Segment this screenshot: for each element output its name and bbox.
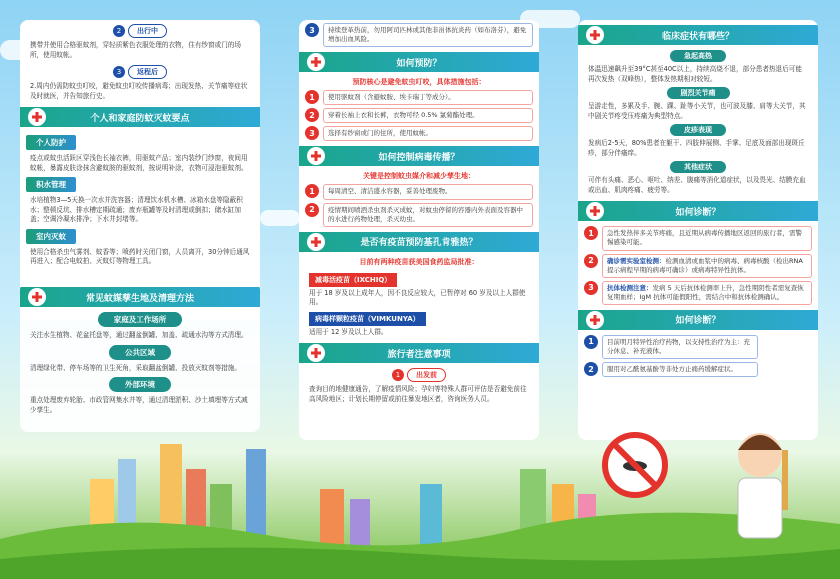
list-item [602, 281, 812, 305]
text: 发病 5 天后抗体检测率上升，急性期阴性者需复查恢复期血样；IgM 抗体可能假阳性，需结合中和抗体检测确认。 [607, 283, 804, 301]
medical-cross-icon [307, 344, 325, 362]
vaccine-text: 用于 18 岁及以上成年人，因不良反应较大，已暂停对 60 岁及以上人群使用。 [309, 288, 526, 307]
text: 检测血清或血浆中的病毒、病毒核酸（检出RNA提示病程早期的病毒可确诊）或病毒特异性抗体。 [607, 256, 803, 274]
list-item: 持续登革热前，勿用阿司匹林或其他非甾体抗炎药（如布洛芬），避免增加出血风险。 [323, 23, 533, 47]
during-travel-text: 携带并使用合格驱蚊剂，穿轻质紫色衣服处理的衣物，住有纱窗或门的场所，使用蚊帐。 [30, 41, 241, 59]
panel-middle: 3 持续登革热前，勿用阿司匹林或其他非甾体抗炎药（如布洛芬），避免增加出血风险。 如何预防？ 预防核心是避免蚊虫叮咬，具体措施包括： 1 使用驱蚊剂（含避蚊胺、埃卡瑞丁等成分）。 2 穿着长袖上衣和长裤，衣物可经 0.5% 氯菊酯处理。 3 选择有纱窗或门的住所，使用蚊帐。 如何控制病毒传播？ 关键是控制蚊虫媒介和减少孳生地： 1 每周清空、清洁盛水容器，妥善处理废物。 2 疫情期间喷洒杀虫剂杀灭成蚊，对蚊虫停留的容器内外表面及容器中的水进行药物处理，杀灭幼虫。 是否有疫苗预防基孔肯雅热？ 目前有两种疫苗获美国食药监局批准： 减毒活疫苗（IXCHIQ） 用于 18 岁及以上成年人，因不良反应较大，已暂停对 60 岁及以上人群使用。 病毒样颗粒疫苗（VIMKUNYA） 适用于 12 岁及以上人群。 旅行者注意事项 1 出发前 查询目的地健康通告，了解疫情风险；孕妇等特殊人群可评估是否避免前往高风险地区；计划长期停留或前往暴发地区者，咨询医务人员。 [299, 20, 539, 440]
water-management-text: 水培植物3—5天换一次水并洗容器；清理饮水机水槽、冰箱水盘等隐蔽积水；整顿反坑、排水槽定期疏通；废弃瓶罐等及时清理或倒扣；储水缸加盖；空调冷凝水排净；下水井封堵等。 [30, 196, 243, 224]
vaccine-text: 适用于 12 岁及以上人群。 [309, 327, 388, 336]
subheading: 室内灭蚊 [26, 229, 76, 244]
red-heading: 预防核心是避免蚊虫叮咬，具体措施包括： [352, 78, 486, 87]
symptom-label: 其他症状 [670, 161, 726, 173]
symptom-text: 呈游走性，多累及手、腕、踝、趾等小关节，也可波及膝、肩等大关节，其中剧关节疼受压疼痛为典型特点。 [588, 102, 806, 120]
panel-left-lower [20, 282, 260, 432]
list-item: 使用驱蚊剂（含避蚊胺、埃卡瑞丁等成分）。 [323, 90, 533, 105]
doctor-illustration [720, 420, 810, 560]
section-bar [578, 201, 818, 221]
city-grass-scenery [0, 429, 840, 579]
medical-cross-icon [307, 233, 325, 251]
during-travel-label: 出行中 [128, 24, 167, 38]
medical-cross-icon [586, 311, 604, 329]
pill-label: 家庭及工作场所 [98, 312, 183, 327]
personal-protection-text: 疫点或蚊虫活跃区穿浅色长袖衣裤，用驱蚊产品；室内装纱门纱窗，夜间用蚊帐，暴露皮肤涂抹含避蚊胺的驱蚊剂，按说明补涂，衣物可浸泡驱蚊剂。 [30, 154, 248, 172]
bar-title: 个人和家庭防蚊灭蚊要点 [90, 113, 190, 124]
cloud [260, 210, 300, 226]
section-bar [20, 107, 260, 127]
red-heading: 关键是控制蚊虫媒介和减少孳生地： [363, 172, 475, 181]
symptom-text: 可伴有头痛、恶心、呕吐、纳差、腹痛等消化道症状，以及畏光、结膜充血或出血、肌肉疼痛、疲劳等。 [588, 176, 806, 194]
symptom-label: 皮疹表现 [670, 124, 726, 136]
before-departure-text: 查询目的地健康通告，了解疫情风险；孕妇等特殊人群可评估是否避免前往高风险地区；计划长期停留或前往暴发地区者，咨询医务人员。 [309, 385, 527, 403]
vaccine-label: 减毒活疫苗（IXCHIQ） [309, 273, 397, 287]
bar-title: 常见蚊媒孳生地及清理方法 [85, 293, 194, 304]
outdoor-text: 重点处理废弃轮胎、市政管网集水井等，通过清理淤积、沙土填埋等方式减少孳生。 [30, 396, 248, 414]
panel-left [20, 20, 260, 320]
pill-label: 外部环境 [109, 377, 171, 392]
bar-title: 临床症状有哪些？ [661, 31, 734, 42]
bar-title: 如何控制病毒传播？ [378, 152, 460, 163]
list-item: 服用对乙酰氨基酚等非处方止痛药缓解症状。 [602, 362, 758, 377]
tag: 抗体检测注意： [607, 283, 653, 292]
section-bar [299, 146, 539, 166]
section-return: 3 返程后 [20, 65, 260, 79]
symptom-text: 发病后2-5天，80%患者在躯干、四肢伸展侧、手掌、足底及面部出现斑丘疹，部分伴瘙痒。 [588, 139, 805, 157]
section-bar [299, 232, 539, 252]
home-text: 关注水生植物、花盆托盘等，通过翻盆倒罐、加盖、疏通水沟等方式清理。 [30, 331, 248, 339]
bar-title: 如何诊断？ [675, 207, 721, 218]
medical-cross-icon [28, 108, 46, 126]
list-item: 急性发热伴多关节疼痛，且近期从病毒传播地区返回的旅行者，需警惕感染可能。 [602, 226, 812, 250]
medical-cross-icon [586, 26, 604, 44]
tag: 确诊需实验室检测： [607, 256, 666, 265]
return-text: 2.周内仍需防蚊虫叮咬，避免蚊虫叮咬传播病毒；出现发热、关节痛等症状及时就医，并告知旅行史。 [30, 82, 248, 100]
pill-label: 公共区域 [109, 345, 171, 360]
list-item: 疫情期间喷洒杀虫剂杀灭成蚊，对蚊虫停留的容器内外表面及容器中的水进行药物处理，杀灭幼虫。 [323, 203, 533, 227]
bar-title: 是否有疫苗预防基孔肯雅热？ [360, 238, 478, 249]
section-bar [20, 287, 260, 307]
medical-cross-icon [586, 202, 604, 220]
symptom-label: 急起高热 [670, 50, 726, 62]
list-item: 穿着长袖上衣和长裤，衣物可经 0.5% 氯菊酯处理。 [323, 108, 533, 123]
return-label: 返程后 [128, 65, 167, 79]
bar-title: 旅行者注意事项 [387, 349, 451, 360]
section-bar [578, 25, 818, 45]
bar-title: 如何预防？ [396, 58, 442, 69]
medical-cross-icon [28, 288, 46, 306]
section-bar [299, 343, 539, 363]
no-mosquito-icon [600, 430, 670, 500]
subheading: 个人防护 [26, 135, 76, 150]
panel-right: 临床症状有哪些？ 急起高热 体温迅速飙升至39°C甚至40C以上，持续高烧不退，部分患者热退后可能再次发热（双峰热），整体发热期相对较短。 剧烈关节痛 呈游走性，多累及手、腕、踝、趾等小关节，也可波及膝、肩等大关节，其中剧关节疼受压疼痛为典型特点。 皮疹表现 发病后2-5天，80%患者在躯干、四肢伸展侧、手掌、足底及面部出现斑丘疹，部分伴瘙痒。 其他症状 可伴有头痛、恶心、呕吐、纳差、腹痛等消化道症状，以及畏光、结膜充血或出血、肌肉疼痛、疲劳等。 如何诊断？ 1 急性发热伴多关节疼痛，且近期从病毒传播地区返回的旅行者，需警惕感染可能。 2 确诊需实验室检测：检测血清或血浆中的病毒、病毒核酸（检出RNA提示病程早期的病毒可确诊）或病毒特异性抗体。 3 抗体检测注意：发病 5 天后抗体检测率上升，急性期阴性者需复查恢复期血样；IgM 抗体可能假阳性，需结合中和抗体检测确认。 如何诊断？ 1 目前明月特异性治疗药物，以支持性治疗为主：充分休息、补充液体。 2 服用对乙酰氨基酚等非处方止痛药缓解症状。 [578, 20, 818, 440]
public-text: 清理绿化带、停车场等的卫生死角，采取翻盆倒罐、投放灭蚊剂等措施。 [30, 363, 241, 372]
medical-cross-icon [307, 147, 325, 165]
before-departure-label: 出发前 [407, 368, 446, 382]
medical-cross-icon [307, 53, 325, 71]
section-bar [299, 52, 539, 72]
vaccine-label: 病毒样颗粒疫苗（VIMKUNYA） [309, 312, 426, 326]
list-item: 选择有纱窗或门的住所，使用蚊帐。 [323, 126, 533, 141]
subheading: 积水管理 [26, 177, 76, 192]
symptom-label: 剧烈关节痛 [667, 87, 730, 99]
symptom-text: 体温迅速飙升至39°C甚至40C以上，持续高烧不退，部分患者热退后可能再次发热（双峰热），整体发热期相对较短。 [588, 65, 802, 83]
list-item [602, 254, 812, 278]
section-during-travel: 2 出行中 [20, 24, 260, 38]
red-heading: 目前有两种疫苗获美国食药监局批准： [359, 257, 479, 266]
list-item: 每周清空、清洁盛水容器，妥善处理废物。 [323, 184, 533, 199]
indoor-mosquito-text: 使用合格杀虫气雾剂、蚊香等；喷药时关闭门窗，人员离开，30分钟后通风再进入；配合电蚊拍、灭蚊灯等物理工具。 [30, 247, 250, 266]
bar-title: 如何诊断？ [675, 316, 721, 327]
section-bar [578, 310, 818, 330]
list-item: 目前明月特异性治疗药物，以支持性治疗为主：充分休息、补充液体。 [602, 335, 758, 359]
